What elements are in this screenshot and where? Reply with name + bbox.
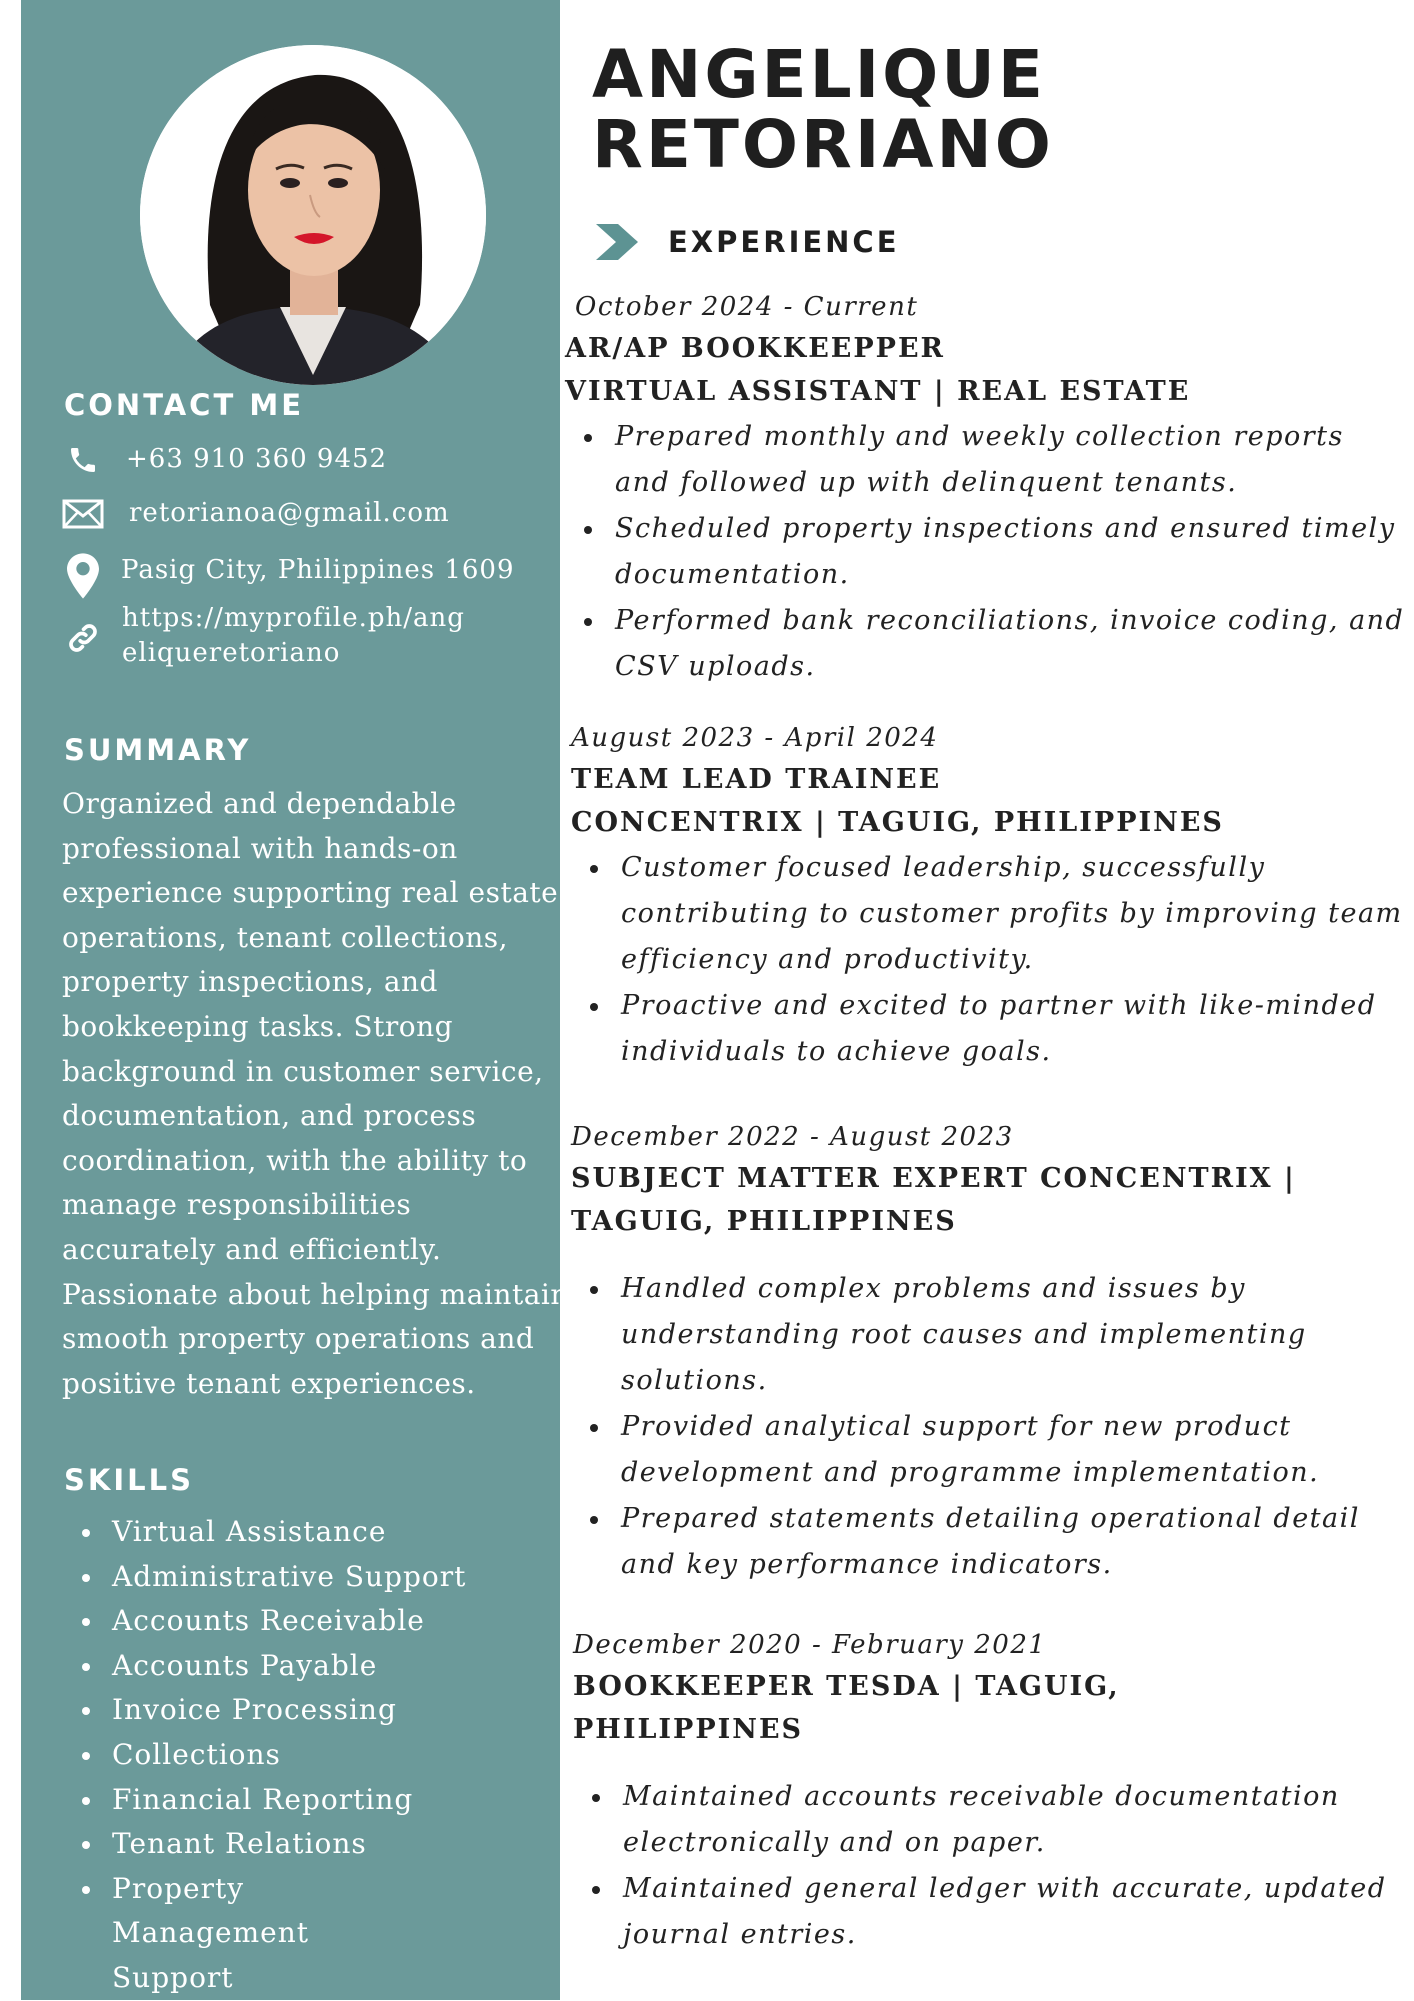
skill-item: Accounts Payable <box>64 1644 564 1689</box>
skill-item: Virtual Assistance <box>64 1510 564 1555</box>
job-title: AR/AP BOOKKEEPPER <box>565 333 945 364</box>
profile-photo-illustration <box>140 45 486 385</box>
chevron-arrow-icon <box>592 224 640 260</box>
job-bullets <box>573 1774 1413 1958</box>
job-date: December 2020 - February 2021 <box>573 1630 1047 1660</box>
skill-item: Financial Reporting <box>64 1778 564 1823</box>
job-entry <box>571 1117 1411 1588</box>
experience-heading <box>592 222 900 262</box>
phone-icon <box>61 440 105 480</box>
job-bullet: Maintained accounts receivable documentation electronically and on paper. <box>573 1774 1413 1866</box>
job-title: CONCENTRIX | TAGUIG, PHILIPPINES <box>571 806 1224 838</box>
experience-heading-label: EXPERIENCE <box>668 225 900 259</box>
job-entry <box>571 718 1411 1075</box>
profile-url-line2: eliqueretoriano <box>122 638 341 668</box>
full-name <box>592 36 1054 183</box>
skill-item: Administrative Support <box>64 1555 564 1600</box>
skill-item: Accounts Receivable <box>64 1599 564 1644</box>
job-bullets <box>571 1266 1411 1588</box>
phone-number: +63 910 360 9452 <box>126 444 388 474</box>
location-pin-icon <box>61 553 105 599</box>
job-bullet: Maintained general ledger with accurate, updated journal entries. <box>573 1866 1413 1958</box>
job-bullet: Scheduled property inspections and ensured timely documentation. <box>565 506 1405 598</box>
job-bullets <box>565 414 1405 690</box>
contact-profile-link[interactable] <box>61 603 581 673</box>
name-line1: ANGELIQUE <box>592 36 1046 113</box>
skills-list <box>64 1510 564 2001</box>
job-bullets <box>571 845 1411 1075</box>
contact-heading: CONTACT ME <box>64 388 305 422</box>
email-address: retorianoa@gmail.com <box>129 498 450 528</box>
job-date: October 2024 - Current <box>575 292 919 322</box>
skill-item: Invoice Processing <box>64 1688 564 1733</box>
job-entry <box>565 287 1405 690</box>
job-bullet: Customer focused leadership, successfully contributing to customer profits by improving team efficiency and productivity. <box>571 845 1411 983</box>
job-title: TEAM LEAD TRAINEE <box>571 764 942 795</box>
job-bullet: Provided analytical support for new product development and programme implementation. <box>571 1404 1411 1496</box>
job-title: BOOKKEEPER TESDA | TAGUIG, <box>573 1671 1120 1702</box>
job-bullet: Performed bank reconciliations, invoice coding, and CSV uploads. <box>565 598 1405 690</box>
job-title: PHILIPPINES <box>573 1713 804 1745</box>
location-text: Pasig City, Philippines 1609 <box>121 555 515 585</box>
job-bullet: Prepared monthly and weekly collection reports and followed up with delinquent tenants. <box>565 414 1405 506</box>
contact-email[interactable] <box>61 494 581 534</box>
link-icon <box>61 618 105 658</box>
contact-phone[interactable] <box>61 440 581 480</box>
name-line2: RETORIANO <box>592 106 1054 183</box>
mail-icon <box>61 494 105 534</box>
job-date: August 2023 - April 2024 <box>571 723 939 753</box>
profile-url-line1: https://myprofile.ph/ang <box>122 603 465 633</box>
job-bullet: Handled complex problems and issues by understanding root causes and implementing solutions. <box>571 1266 1411 1404</box>
skill-item: Property Management Support <box>64 1867 432 2001</box>
job-date: December 2022 - August 2023 <box>571 1122 1014 1152</box>
job-title: TAGUIG, PHILIPPINES <box>571 1205 957 1237</box>
skill-item: Tenant Relations <box>64 1822 564 1867</box>
job-bullet: Prepared statements detailing operational detail and key performance indicators. <box>571 1496 1411 1588</box>
job-bullet: Proactive and excited to partner with like-minded individuals to achieve goals. <box>571 983 1411 1075</box>
summary-heading: SUMMARY <box>64 733 252 767</box>
profile-photo <box>140 45 486 385</box>
skills-heading: SKILLS <box>64 1463 194 1497</box>
job-title: SUBJECT MATTER EXPERT CONCENTRIX | <box>571 1163 1296 1194</box>
summary-text: Organized and dependable professional with hands-on experience supporting real estate operations, tenant collections, property inspections, and bookkeeping tasks. Strong background in customer service, documentation, and process coordination, with the ability to manage responsibilities accurately and efficiently. Passionate about helping maintain smooth property operations and positive tenant experiences. <box>62 787 569 1400</box>
skill-item: Collections <box>64 1733 564 1778</box>
job-title: VIRTUAL ASSISTANT | REAL ESTATE <box>565 375 1191 407</box>
sidebar <box>21 0 569 2000</box>
contact-location <box>61 553 581 599</box>
job-entry <box>573 1625 1413 1958</box>
